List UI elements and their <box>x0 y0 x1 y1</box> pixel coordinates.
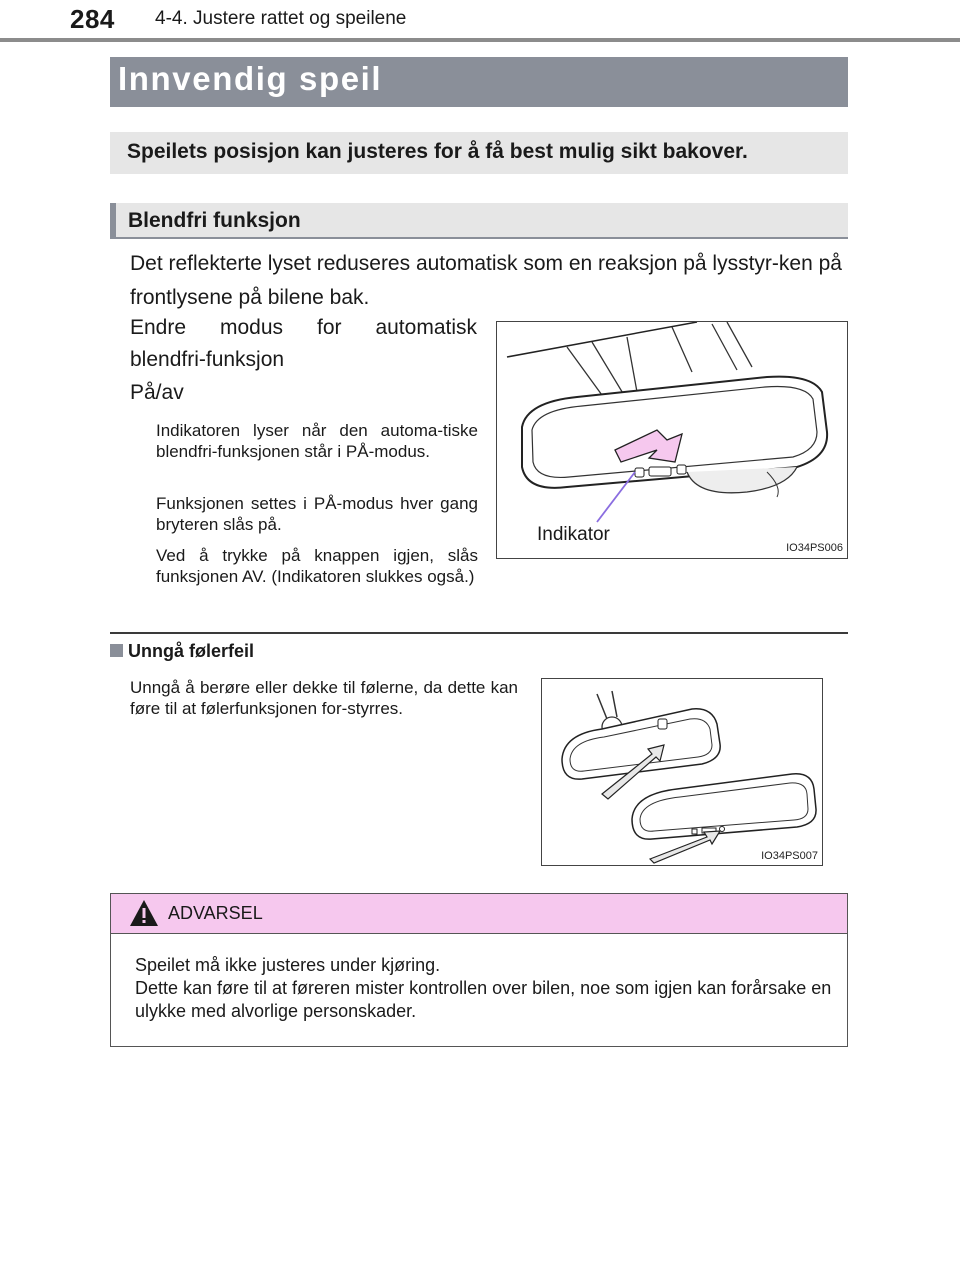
mirror-figure <box>496 321 848 559</box>
section-path: 4-4. Justere rattet og speilene <box>155 8 407 29</box>
bullet-square-icon <box>110 644 123 657</box>
indicator-label: Indikator <box>537 524 610 545</box>
warning-triangle-icon <box>128 898 160 928</box>
sensor-illustration <box>542 679 822 865</box>
mirror-illustration <box>497 322 847 558</box>
sensor-figure <box>541 678 823 866</box>
section-divider <box>110 632 848 634</box>
figure-code: IO34PS006 <box>786 542 843 554</box>
mode-line-2: blendfri-funksjon <box>130 348 285 371</box>
on-off-label: På/av <box>130 381 184 404</box>
antiglare-heading: Blendfri funksjon <box>128 209 301 232</box>
intro-text: Speilets posisjon kan justeres for å få best mulig sikt bakover. <box>127 140 748 163</box>
page-title: Innvendig speil <box>118 60 383 97</box>
mode-line-1: Endre modus for automatisk <box>130 316 477 339</box>
figure-code: IO34PS007 <box>761 850 818 862</box>
sensor-title: Unngå følerfeil <box>128 641 255 661</box>
note-press-again: Ved å trykke på knappen igjen, slås funksjonen AV. (Indikatoren slukkes også.) <box>156 546 478 586</box>
warning-title: ADVARSEL <box>168 903 263 923</box>
subheading-rule <box>110 237 848 239</box>
header-rule <box>0 38 960 42</box>
warning-line-2: Dette kan føre til at føreren mister kontrollen over bilen, noe som igjen kan forårsake en ulykke med alvorlige personskader. <box>135 978 832 1021</box>
sensor-text: Unngå å berøre eller dekke til følerne, da dette kan føre til at følerfunksjonen for-styrres. <box>130 678 518 718</box>
warning-line-1: Speilet må ikke justeres under kjøring. <box>135 955 441 975</box>
note-indicator: Indikatoren lyser når den automa-tiske blendfri-funksjonen står i PÅ-modus. <box>156 421 478 461</box>
note-default-on: Funksjonen settes i PÅ-modus hver gang bryteren slås på. <box>156 494 478 534</box>
antiglare-paragraph: Det reflekterte lyset reduseres automatisk som en reaksjon på lysstyr-ken på frontlysene på bilene bak. <box>130 252 842 309</box>
warning-text <box>135 954 833 1023</box>
page-number: 284 <box>70 4 115 34</box>
